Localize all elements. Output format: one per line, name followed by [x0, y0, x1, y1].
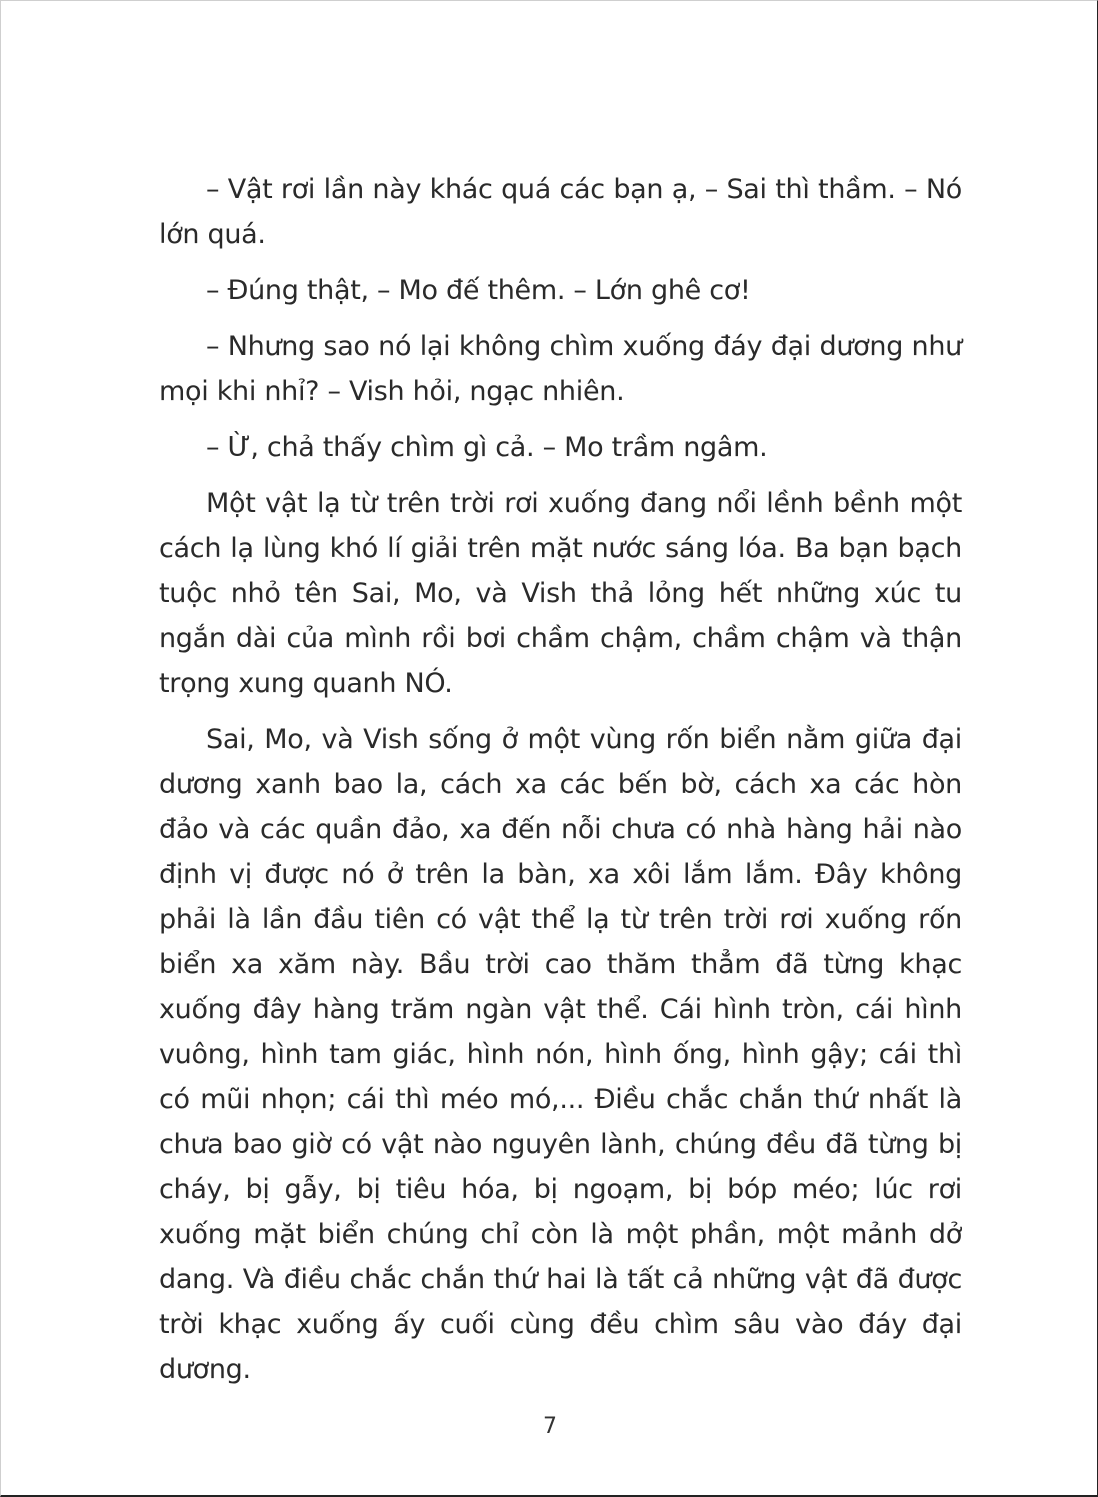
paragraph-dialogue-mo-2: – Ừ, chả thấy chìm gì cả. – Mo trầm ngâm. [206, 432, 768, 463]
paragraph-dialogue-sai: – Vật rơi lần này khác quá các bạn ạ, – Sai thì thầm. – Nó lớn quá. [159, 174, 962, 250]
body-text [159, 167, 962, 1392]
paragraph-dialogue-vish: – Nhưng sao nó lại không chìm xuống đáy đại dương như mọi khi nhỉ? – Vish hỏi, ngạc nhiên. [159, 331, 962, 407]
paragraph-narration-1: Một vật lạ từ trên trời rơi xuống đang nổi lềnh bềnh một cách lạ lùng khó lí giải trên mặt nước sáng lóa. Ba bạn bạch tuộc nhỏ tên Sai, Mo, và Vish thả lỏng hết những xúc tu ngắn dài của mình rồi bơi chầm chậm, chầm chậm và thận trọng xung quanh NÓ. [159, 488, 962, 699]
paragraph-dialogue-mo: – Đúng thật, – Mo đế thêm. – Lớn ghê cơ! [206, 275, 751, 306]
paragraph-narration-2: Sai, Mo, và Vish sống ở một vùng rốn biển nằm giữa đại dương xanh bao la, cách xa các bến bờ, cách xa các hòn đảo và các quần đảo, xa đến nỗi chưa có nhà hàng hải nào định vị được nó ở trên la bàn, xa xôi lắm lắm. Đây không phải là lần đầu tiên có vật thể lạ từ trên trời rơi xuống rốn biển xa xăm này. Bầu trời cao thăm thẳm đã từng khạc xuống đây hàng trăm ngàn vật thể. Cái hình tròn, cái hình vuông, hình tam giác, hình nón, hình ống, hình gậy; cái thì có mũi nhọn; cái thì méo mó,... Điều chắc chắn thứ nhất là chưa bao giờ có vật nào nguyên lành, chúng đều đã từng bị cháy, bị gẫy, bị tiêu hóa, bị ngoạm, bị bóp méo; lúc rơi xuống mặt biển chúng chỉ còn là một phần, một mảnh dở dang. Và điều chắc chắn thứ hai là tất cả những vật đã được trời khạc xuống ấy cuối cùng đều chìm sâu vào đáy đại dương. [159, 724, 962, 1385]
page-number: 7 [543, 1414, 557, 1439]
